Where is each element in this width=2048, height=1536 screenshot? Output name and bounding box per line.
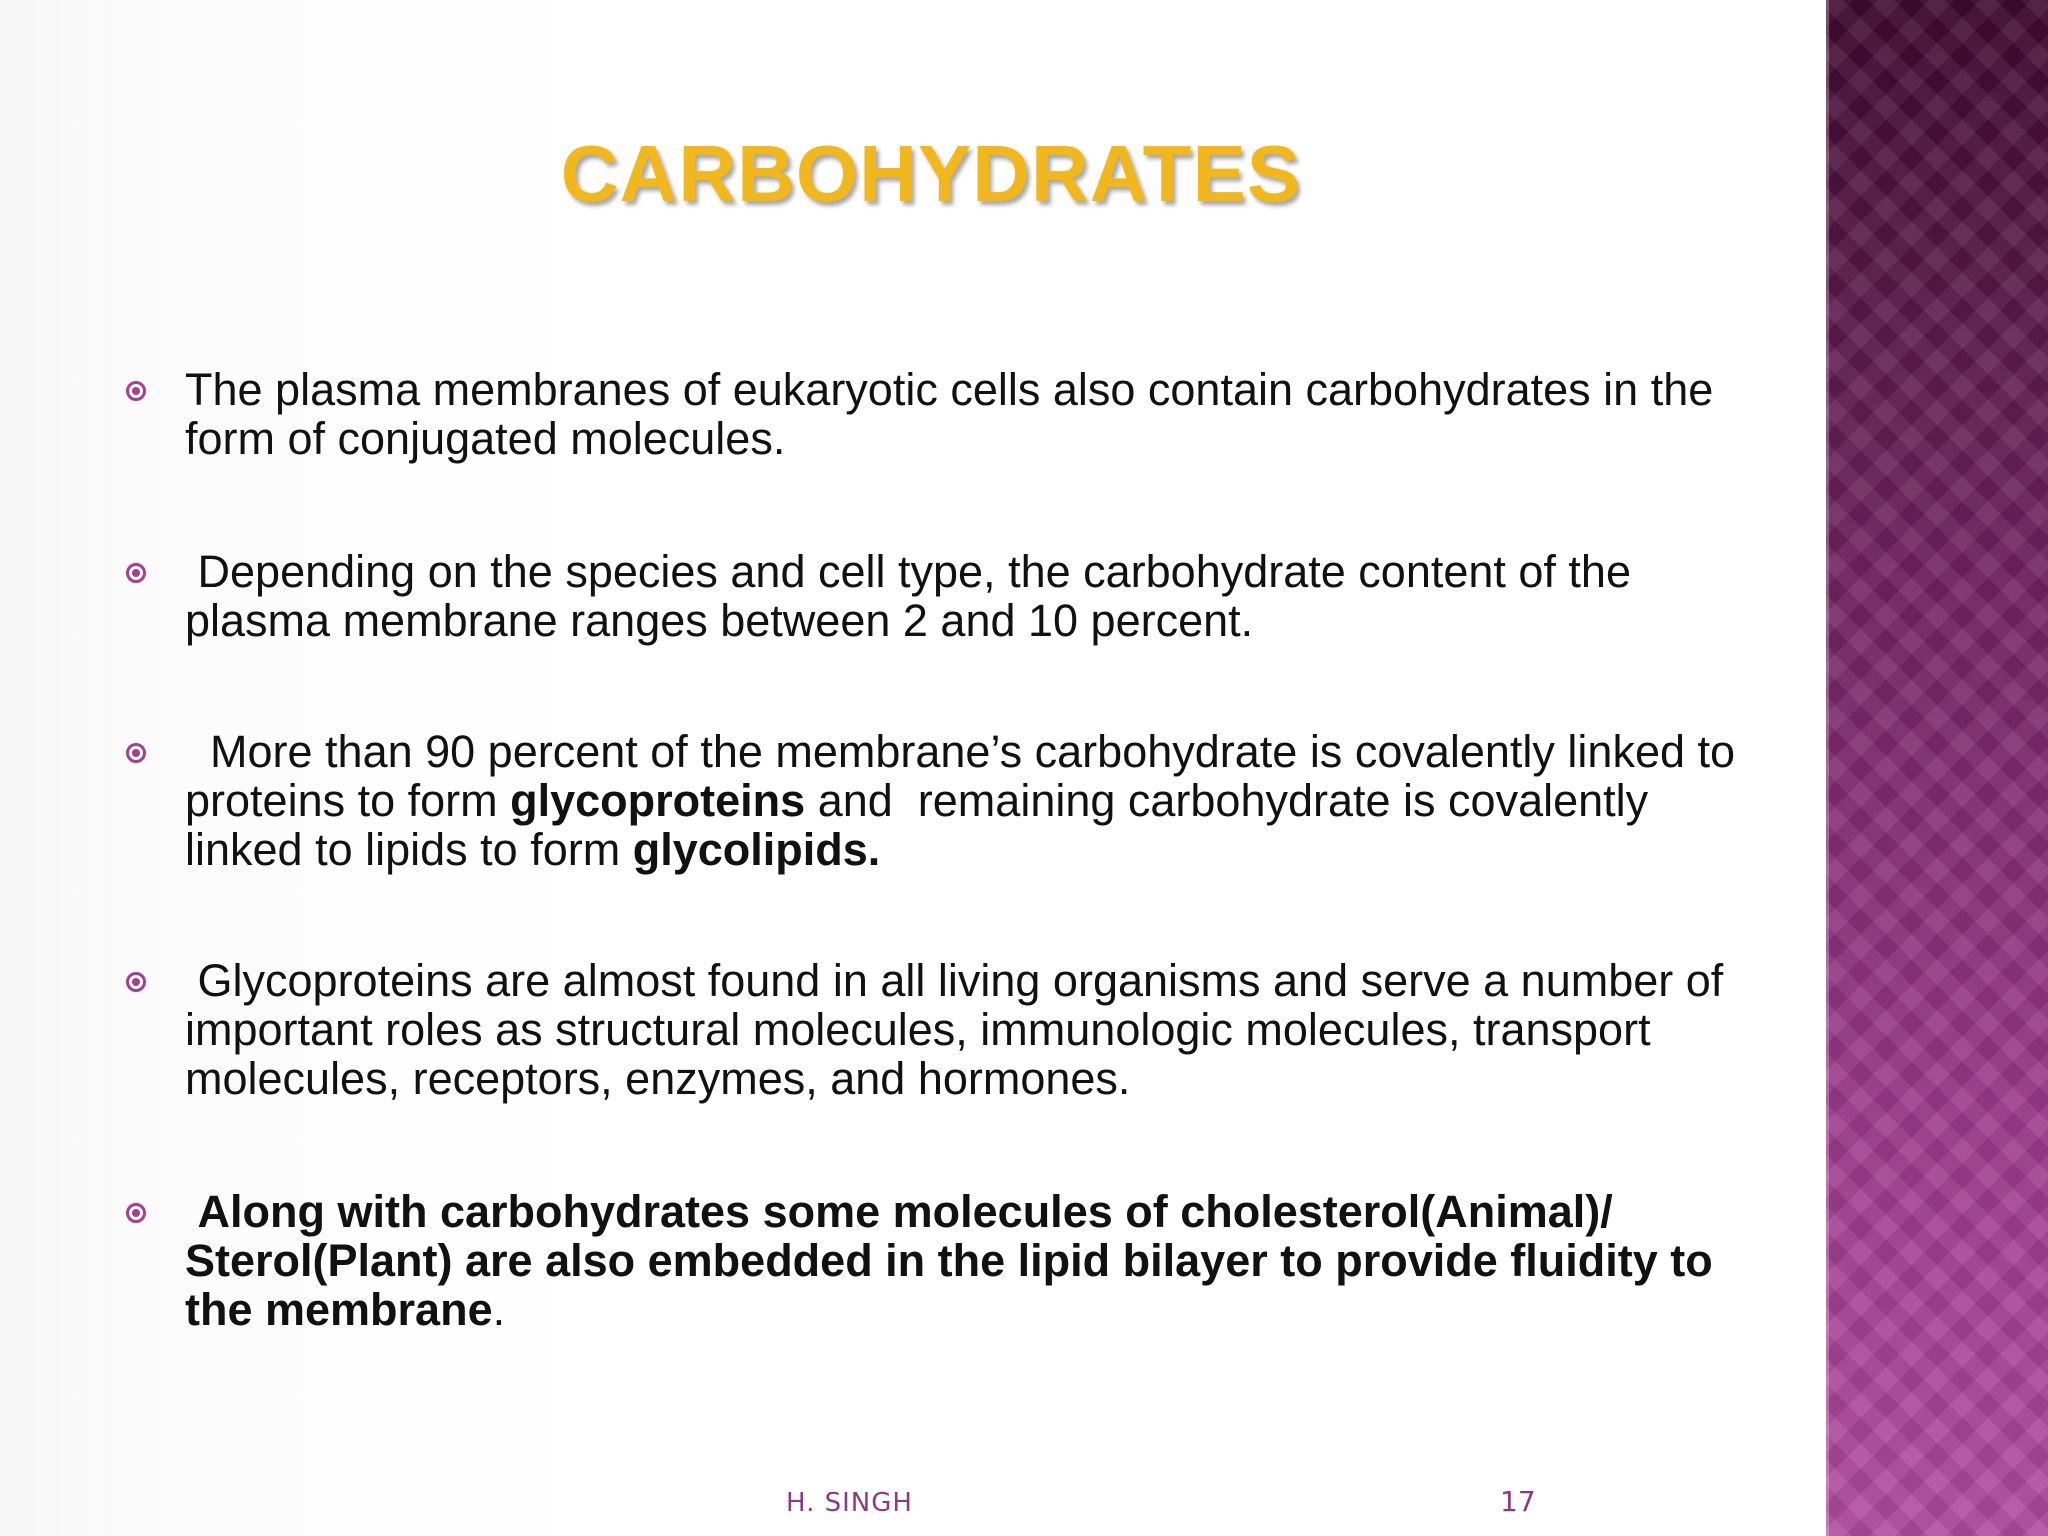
circled-dot-bullet-icon bbox=[126, 563, 146, 583]
bullet-item-glycoprotein-roles bbox=[110, 956, 1770, 1103]
decorative-side-band bbox=[1826, 0, 2048, 1536]
bullet-text-continued: and remaining carbohydrate is covalently linked to lipids to form bbox=[185, 775, 1661, 875]
bullet-item-cholesterol-sterol bbox=[110, 1187, 1770, 1334]
circled-dot-bullet-icon bbox=[126, 743, 146, 763]
footer-author: H. SINGH bbox=[786, 1488, 913, 1518]
bullet-item-glycoproteins-glycolipids bbox=[110, 727, 1770, 874]
term-glycoproteins: glycoproteins bbox=[510, 775, 806, 826]
circled-dot-bullet-icon bbox=[126, 972, 146, 992]
circled-dot-bullet-icon bbox=[126, 1203, 146, 1223]
bullet-text: More than 90 percent of the membrane’s carbohydrate is covalently linked to proteins to form bbox=[185, 726, 1748, 826]
slide-number: 17 bbox=[1500, 1485, 1536, 1518]
bullet-text-bold: Along with carbohydrates some molecules of cholesterol(Animal)/ Sterol(Plant) are also embedded in the lipid bilayer to provide fluidity to the membrane bbox=[185, 1186, 1726, 1335]
circled-dot-bullet-icon bbox=[126, 381, 146, 401]
bullet-text-tail: . bbox=[492, 1284, 506, 1335]
bullet-item-plasma-membranes bbox=[110, 365, 1770, 463]
bullet-text: Glycoproteins are almost found in all living organisms and serve a number of important roles as structural molecules, immunologic molecules, transport molecules, receptors, enzymes, and hormones. bbox=[185, 955, 1736, 1104]
slide-title: CARBOHYDRATES bbox=[560, 129, 1302, 218]
bullet-text: Depending on the species and cell type, the carbohydrate content of the plasma membrane ranges between 2 and 10 percent. bbox=[185, 546, 1644, 646]
bullet-item-carbohydrate-content bbox=[110, 547, 1770, 645]
term-glycolipids: glycolipids. bbox=[632, 824, 881, 875]
bullet-text: The plasma membranes of eukaryotic cells also contain carbohydrates in the form of conjugated molecules. bbox=[185, 364, 1714, 464]
bullet-list bbox=[110, 365, 1770, 1334]
